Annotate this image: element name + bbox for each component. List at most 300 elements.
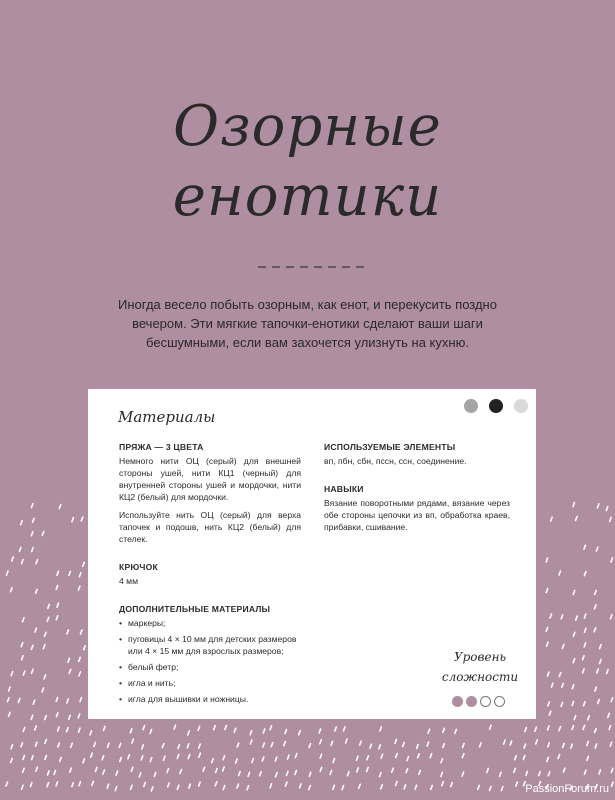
skills-heading: НАВЫКИ xyxy=(324,484,364,494)
background-dash xyxy=(58,727,60,731)
background-dash xyxy=(600,645,602,649)
background-dash xyxy=(548,702,550,706)
background-dash xyxy=(299,731,301,735)
background-dash xyxy=(80,630,82,634)
background-dash xyxy=(31,504,33,508)
background-dash xyxy=(199,753,201,757)
background-dash xyxy=(343,727,345,731)
background-dash xyxy=(141,756,143,760)
background-dash xyxy=(285,730,287,734)
background-dash xyxy=(42,688,44,692)
background-dash xyxy=(572,685,574,689)
background-dash xyxy=(187,744,189,748)
background-dash xyxy=(44,675,46,679)
background-dash xyxy=(139,773,141,777)
background-dash xyxy=(330,770,332,774)
background-dash xyxy=(67,630,69,634)
background-dash xyxy=(379,773,381,777)
background-dash xyxy=(510,741,512,745)
list-item: • игла для вышивки и ножницы. xyxy=(119,693,301,705)
background-dash xyxy=(501,787,503,791)
background-dash xyxy=(598,700,600,704)
background-dash xyxy=(260,772,262,776)
background-dash xyxy=(367,767,369,771)
background-dash xyxy=(588,716,590,720)
background-dash xyxy=(69,669,71,673)
background-dash xyxy=(584,702,586,706)
background-dash xyxy=(380,727,382,731)
difficulty-line-1: Уровень xyxy=(453,650,507,664)
background-dash xyxy=(381,754,383,758)
background-dash xyxy=(150,758,152,762)
background-dash xyxy=(71,743,73,747)
elements-value: вп, пбн, сбн, пссн, ссн, соединение. xyxy=(324,456,467,466)
background-dash xyxy=(595,590,597,594)
background-dash xyxy=(47,783,49,787)
background-dash xyxy=(57,571,59,575)
background-dash xyxy=(607,670,609,674)
background-dash xyxy=(559,673,561,677)
background-dash xyxy=(550,614,552,618)
background-dash xyxy=(56,713,58,717)
background-dash xyxy=(248,772,250,776)
background-dash xyxy=(178,745,180,749)
background-dash xyxy=(347,772,349,776)
background-dash xyxy=(430,754,432,758)
background-dash xyxy=(234,728,236,732)
background-dash xyxy=(94,742,96,746)
background-dash xyxy=(357,756,359,760)
background-dash xyxy=(396,782,398,786)
materials-left-column xyxy=(119,441,301,709)
background-dash xyxy=(392,768,394,772)
background-dash xyxy=(404,785,406,789)
background-dash xyxy=(561,615,563,619)
background-dash xyxy=(115,787,117,791)
list-item: • белый фетр; xyxy=(119,661,301,673)
background-dash xyxy=(418,754,420,758)
background-dash xyxy=(320,768,322,772)
background-dash xyxy=(284,742,286,746)
background-dash xyxy=(132,739,134,743)
background-dash xyxy=(203,767,205,771)
background-dash xyxy=(559,727,561,731)
yarn-paragraph-2: Используйте нить ОЦ (серый) для верха тапочек и подошв, нить КЦ2 (белый) для стелек. xyxy=(119,510,301,544)
background-dash xyxy=(584,643,586,647)
background-dash xyxy=(144,782,146,786)
background-dash xyxy=(443,728,445,732)
background-dash xyxy=(396,754,398,758)
background-dash xyxy=(56,782,58,786)
background-dash xyxy=(572,701,574,705)
background-dash xyxy=(287,755,289,759)
background-dash xyxy=(237,743,239,747)
background-dash xyxy=(595,729,597,733)
background-dash xyxy=(546,589,548,593)
background-dash xyxy=(6,571,8,575)
background-dash xyxy=(584,628,586,632)
background-dash xyxy=(419,770,421,774)
background-dash xyxy=(42,531,44,535)
background-dash xyxy=(595,744,597,748)
background-dash xyxy=(573,659,575,663)
background-dash xyxy=(67,728,69,732)
yarn-heading: ПРЯЖА — 3 ЦВЕТА xyxy=(119,442,204,452)
background-dash xyxy=(262,757,264,761)
background-dash xyxy=(415,785,417,789)
background-dash xyxy=(78,586,80,590)
background-dash xyxy=(150,729,152,733)
background-dash xyxy=(342,786,344,790)
background-dash xyxy=(597,669,599,673)
background-dash xyxy=(216,768,218,772)
background-dash xyxy=(319,729,321,733)
background-dash xyxy=(116,771,118,775)
background-dash xyxy=(596,547,598,551)
background-dash xyxy=(549,711,551,715)
background-dash xyxy=(80,698,82,702)
background-dash xyxy=(610,742,612,746)
background-dash xyxy=(286,771,288,775)
background-dash xyxy=(102,756,104,760)
background-dash xyxy=(309,744,311,748)
extra-materials-list xyxy=(119,617,301,705)
background-dash xyxy=(79,672,81,676)
background-dash xyxy=(9,712,11,716)
background-dash xyxy=(174,725,176,729)
background-dash xyxy=(69,715,71,719)
background-dash xyxy=(151,787,153,791)
background-dash xyxy=(107,743,109,747)
background-dash xyxy=(223,767,225,771)
background-dash xyxy=(379,745,381,749)
background-dash xyxy=(562,645,564,649)
background-dash xyxy=(524,744,526,748)
background-dash xyxy=(597,504,599,508)
background-dash xyxy=(131,785,133,789)
background-dash xyxy=(23,756,25,760)
background-dash xyxy=(611,698,613,702)
background-dash xyxy=(59,505,61,509)
background-dash xyxy=(584,545,586,549)
title-line-2: енотики xyxy=(172,164,443,229)
background-dash xyxy=(443,744,445,748)
background-dash xyxy=(417,745,419,749)
background-dash xyxy=(611,558,613,562)
background-dash xyxy=(270,726,272,730)
background-dash xyxy=(31,715,33,719)
background-dash xyxy=(223,786,225,790)
background-dash xyxy=(463,743,465,747)
background-dash xyxy=(22,560,24,564)
background-dash xyxy=(18,699,20,703)
background-dash xyxy=(177,785,179,789)
background-dash xyxy=(599,770,601,774)
background-dash xyxy=(300,784,302,788)
background-dash xyxy=(23,727,25,731)
background-dash xyxy=(595,687,597,691)
background-dash xyxy=(9,687,11,691)
background-dash xyxy=(36,767,38,771)
background-dash xyxy=(79,782,81,786)
background-dash xyxy=(23,618,25,622)
background-dash xyxy=(22,785,24,789)
background-dash xyxy=(331,741,333,745)
background-dash xyxy=(571,744,573,748)
background-dash xyxy=(143,726,145,730)
background-dash xyxy=(83,759,85,763)
background-dash xyxy=(611,768,613,772)
background-dash xyxy=(107,784,109,788)
background-dash xyxy=(583,725,585,729)
background-dash xyxy=(610,517,612,521)
background-dash xyxy=(56,616,58,620)
background-dash xyxy=(69,571,71,575)
background-dash xyxy=(360,741,362,745)
background-dash xyxy=(91,753,93,757)
background-dash xyxy=(250,731,252,735)
background-dash xyxy=(609,725,611,729)
background-dash xyxy=(162,744,164,748)
background-dash xyxy=(237,784,239,788)
list-item: • пуговицы 4 × 10 мм для детских размеров или 4 × 15 мм для взрослых размеров; xyxy=(119,633,301,657)
background-dash xyxy=(547,726,549,730)
background-dash xyxy=(130,729,132,733)
background-dash xyxy=(60,757,62,761)
background-dash xyxy=(35,726,37,730)
background-dash xyxy=(270,784,272,788)
background-dash xyxy=(79,573,81,577)
background-dash xyxy=(21,521,23,525)
background-dash xyxy=(31,669,32,673)
background-dash xyxy=(563,743,565,747)
background-dash xyxy=(120,758,122,762)
background-dash xyxy=(21,643,23,647)
background-dash xyxy=(199,744,201,748)
background-dash xyxy=(526,771,528,775)
background-dash xyxy=(84,646,86,650)
list-item: • игла и нить; xyxy=(119,677,301,689)
background-dash xyxy=(79,657,81,661)
background-dash xyxy=(212,759,214,763)
background-dash xyxy=(587,756,589,760)
background-dash xyxy=(546,558,548,562)
background-dash xyxy=(611,782,613,786)
background-dash xyxy=(451,783,453,787)
background-dash xyxy=(128,755,130,759)
background-dash xyxy=(198,726,200,730)
background-dash xyxy=(462,754,464,758)
background-dash xyxy=(583,656,585,660)
background-dash xyxy=(275,757,277,761)
background-dash xyxy=(514,768,516,772)
background-dash xyxy=(31,645,33,649)
yarn-paragraph-1: Немного нити ОЦ (серый) для внешней стороны ушей, нити КЦ1 (черный) для внутренней стороны ушей и мордочки, нити КЦ2 (белый) для мордочки. xyxy=(119,456,301,502)
background-dash xyxy=(131,767,133,771)
background-dash xyxy=(559,571,561,575)
background-dash xyxy=(54,770,56,774)
background-dash xyxy=(263,743,265,747)
background-dash xyxy=(606,507,608,511)
background-dash xyxy=(215,782,217,786)
background-dash xyxy=(547,672,549,676)
background-dash xyxy=(309,772,311,776)
title-divider xyxy=(258,266,364,268)
background-dash xyxy=(45,632,47,636)
background-dash xyxy=(11,759,13,763)
background-dash xyxy=(32,548,34,552)
elements-heading: ИСПОЛЬЗУЕМЫЕ ЭЛЕМЕНТЫ xyxy=(324,442,456,452)
background-dash xyxy=(587,742,589,746)
background-dash xyxy=(11,745,13,749)
background-dash xyxy=(81,517,83,521)
background-dash xyxy=(48,604,50,608)
difficulty-label xyxy=(430,647,530,687)
background-dash xyxy=(33,518,35,522)
background-dash xyxy=(572,726,574,730)
background-dash xyxy=(551,683,553,687)
background-dash xyxy=(199,782,201,786)
background-dash xyxy=(47,617,49,621)
background-dash xyxy=(92,781,94,785)
background-dash xyxy=(600,660,602,664)
difficulty-dot-empty xyxy=(480,696,491,707)
hook-value: 4 мм xyxy=(119,576,138,586)
background-dash xyxy=(516,782,518,786)
difficulty-dot-filled xyxy=(452,696,463,707)
background-dash xyxy=(320,740,322,744)
page-title xyxy=(0,92,615,232)
background-dash xyxy=(478,785,480,789)
background-dash xyxy=(487,768,489,772)
background-dash xyxy=(480,743,482,747)
background-dash xyxy=(23,768,25,772)
background-dash xyxy=(427,742,429,746)
background-dash xyxy=(523,756,525,760)
skills-value: Вязание поворотными рядами, вязание через обе стороны цепочки из вп, обработка краев, прибавки, сшивание. xyxy=(324,498,510,532)
materials-title: Материалы xyxy=(118,408,216,426)
background-dash xyxy=(154,772,156,776)
background-dash xyxy=(163,756,165,760)
background-dash xyxy=(546,627,548,631)
background-dash xyxy=(250,740,252,744)
background-dash xyxy=(23,671,25,675)
background-dash xyxy=(168,783,170,787)
background-dash xyxy=(395,739,397,743)
background-dash xyxy=(56,697,58,701)
background-dash xyxy=(32,756,34,760)
intro-paragraph: Иногда весело побыть озорным, как енот, и перекусить поздно вечером. Эти мягкие тапочки-енотики сделают ваши шаги бесшумными, если вам захочется улизнуть на кухню. xyxy=(118,297,497,350)
background-dash xyxy=(19,547,21,551)
background-dash xyxy=(67,699,69,703)
background-dash xyxy=(584,614,586,618)
background-dash xyxy=(103,726,105,730)
background-dash xyxy=(346,739,348,743)
background-dash xyxy=(539,772,541,776)
background-dash xyxy=(535,727,537,731)
background-dash xyxy=(333,758,335,762)
background-dash xyxy=(583,669,585,673)
background-dash xyxy=(11,588,13,592)
background-dash xyxy=(177,754,179,758)
yarn-swatch-black xyxy=(489,399,503,413)
background-dash xyxy=(6,782,8,786)
background-dash xyxy=(180,770,182,774)
background-dash xyxy=(36,560,38,564)
background-dash xyxy=(610,615,612,619)
background-dash xyxy=(79,728,81,732)
background-dash xyxy=(247,786,249,790)
difficulty-line-2: сложности xyxy=(441,670,519,684)
background-dash xyxy=(489,787,491,791)
background-dash xyxy=(295,754,297,758)
background-dash xyxy=(594,628,596,632)
background-dash xyxy=(239,772,241,776)
background-dash xyxy=(515,756,517,760)
background-dash xyxy=(57,603,59,607)
background-dash xyxy=(442,782,444,786)
background-dash xyxy=(36,589,38,593)
background-dash xyxy=(225,726,227,730)
background-dash xyxy=(22,656,24,660)
background-dash xyxy=(536,740,538,744)
background-dash xyxy=(236,759,238,763)
background-dash xyxy=(335,727,337,731)
background-dash xyxy=(103,770,105,774)
title-line-1: Озорные xyxy=(173,94,442,159)
background-dash xyxy=(189,784,191,788)
background-dash xyxy=(95,767,97,771)
background-dash xyxy=(72,783,74,787)
background-dash xyxy=(548,743,550,747)
background-dash xyxy=(367,756,369,760)
list-item: • маркеры; xyxy=(119,617,301,629)
background-dash xyxy=(68,658,70,662)
background-dash xyxy=(167,769,169,773)
background-dash xyxy=(45,716,47,720)
background-dash xyxy=(490,725,492,729)
background-dash xyxy=(504,740,506,744)
background-dash xyxy=(72,518,74,522)
background-dash xyxy=(574,716,576,720)
background-dash xyxy=(45,739,47,743)
background-dash xyxy=(455,730,457,734)
background-dash xyxy=(142,745,144,749)
background-dash xyxy=(576,516,578,520)
background-dash xyxy=(11,672,13,676)
background-dash xyxy=(563,768,565,772)
background-dash xyxy=(271,743,273,747)
background-dash xyxy=(33,700,35,704)
difficulty-dot-filled xyxy=(466,696,477,707)
background-dash xyxy=(12,557,14,561)
yarn-swatch-gray xyxy=(464,399,478,413)
background-dash xyxy=(35,628,37,632)
background-dash xyxy=(309,786,311,790)
background-dash xyxy=(462,772,464,776)
background-dash xyxy=(441,772,443,776)
background-dash xyxy=(548,772,550,776)
background-dash xyxy=(584,770,586,774)
background-dash xyxy=(90,731,92,735)
background-dash xyxy=(252,758,254,762)
background-dash xyxy=(594,605,596,609)
background-dash xyxy=(428,729,430,733)
materials-right-column xyxy=(324,441,510,539)
background-dash xyxy=(431,785,433,789)
background-dash xyxy=(223,756,225,760)
background-dash xyxy=(576,616,578,620)
